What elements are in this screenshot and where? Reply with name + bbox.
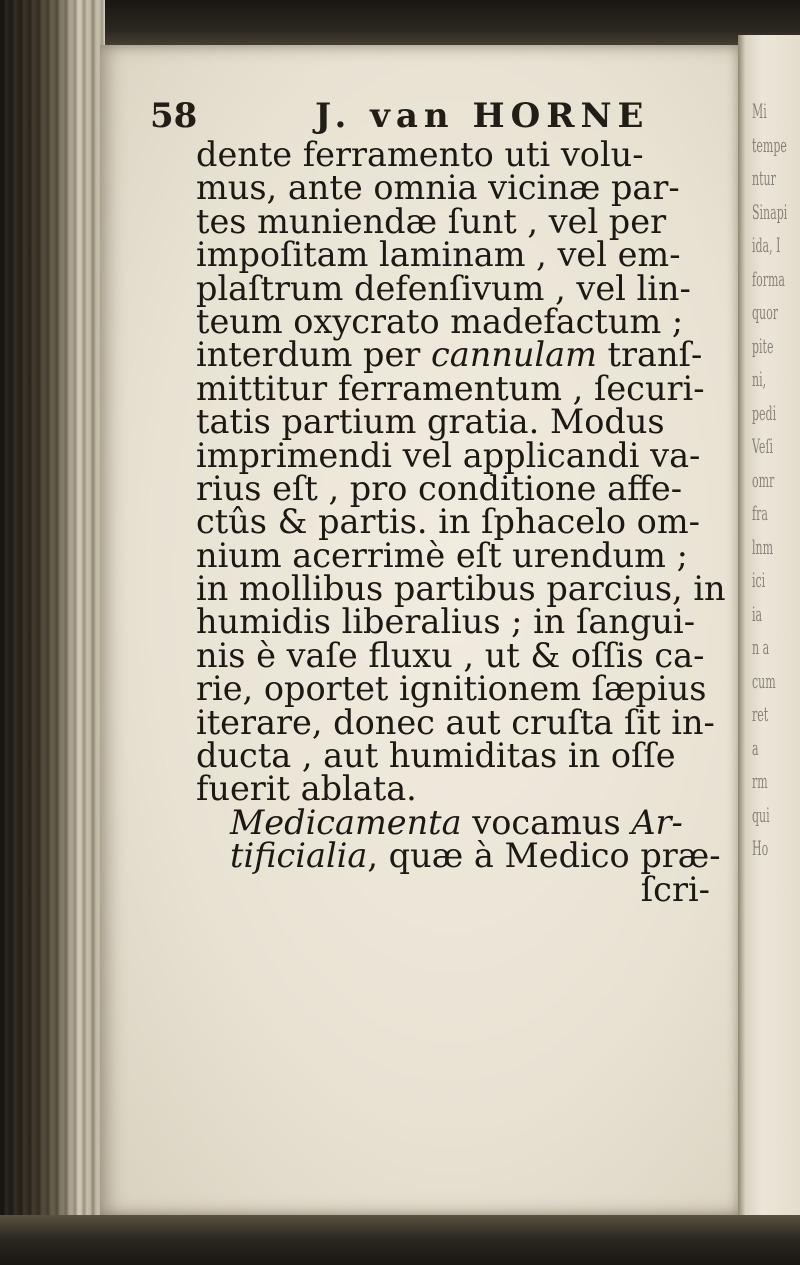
next-page-fragment: a: [752, 735, 759, 760]
next-page-fragment: ia: [752, 601, 763, 626]
next-page-fragment: rm: [752, 769, 768, 793]
next-page-fragment: Ho: [752, 836, 769, 860]
next-page-fragment: forma: [752, 266, 785, 291]
text-line: Medicamenta vocamus Ar-: [230, 802, 683, 842]
text-line: tificialia , quæ à Medico præ-: [230, 836, 721, 876]
bottom-shadow: [0, 1215, 800, 1265]
text-line: rius eſt , pro conditione affe-: [196, 468, 683, 508]
text-line: in mollibus partibus parcius, in: [196, 569, 726, 609]
next-page-fragment: ret: [752, 702, 769, 726]
text-line: tatis partium gratia. Modus: [196, 402, 665, 442]
next-page-fragment: lnm: [752, 534, 774, 559]
text-line: imprimendi vel applicandi va-: [196, 435, 701, 475]
next-page-fragment: ida, I: [752, 233, 781, 257]
next-page-fragment: Veſi: [752, 434, 774, 458]
next-page-fragment: tempe: [752, 132, 787, 157]
text-line: rie, oportet ignitionem ſæpius: [196, 669, 707, 709]
next-page-fragment: pedi: [752, 400, 777, 425]
next-page-fragment: pite: [752, 333, 774, 358]
top-shadow: [0, 0, 800, 48]
page-number: 58: [150, 96, 198, 136]
italic-term: Ar-: [631, 802, 683, 842]
text-line: tes muniendæ ſunt , vel per: [196, 201, 667, 241]
text-line: dente ferramento uti volu-: [196, 135, 644, 174]
text-line: impoſitam laminam , vel em-: [196, 235, 681, 275]
next-page-fragment: qui: [752, 802, 770, 827]
text-line: mittitur ferramentum , ſecuri-: [196, 368, 705, 408]
next-page-fragment: ntur: [752, 166, 776, 190]
next-page-fragment: n a: [752, 635, 770, 659]
next-page-fragment: ni,: [752, 367, 767, 391]
italic-term: cannulam: [430, 335, 597, 375]
next-page-fragment: Sinapi: [752, 199, 788, 224]
text-line: nium acerrimè eſt urendum ;: [196, 535, 688, 575]
text-line: humidis liberalius ; in ſangui-: [196, 602, 696, 642]
italic-term: tificialia: [230, 836, 368, 876]
text-line: mus, ante omnia vicinæ par-: [196, 168, 680, 208]
next-page-text: [752, 95, 800, 866]
next-page-fragment: cum: [752, 668, 776, 693]
next-page-fragment: ici: [752, 568, 766, 592]
italic-term: Medicamenta: [230, 802, 462, 842]
text-line: iterare, donec aut cruſta ſit in-: [196, 702, 715, 742]
next-page-fragment: fra: [752, 501, 768, 525]
text-line: teum oxycrato madefactum ;: [196, 301, 684, 341]
catchword-line: [196, 869, 736, 909]
next-page-fragment: quor: [752, 300, 779, 324]
text-line: ctûs & partis. in ſphacelo om-: [196, 502, 700, 542]
next-page-fragment: Mi: [752, 99, 767, 123]
text-line: plaſtrum defenſivum , vel lin-: [196, 268, 691, 308]
next-page-fragment: omr: [752, 467, 775, 492]
text-line: interdum per cannulam tranſ-: [196, 335, 703, 375]
body-text: [196, 135, 736, 909]
text-line: nis è vaſe fluxu , ut & oſſis ca-: [196, 635, 705, 675]
text-line: fuerit ablata.: [196, 769, 417, 809]
text-line: ducta , aut humiditas in oſſe: [196, 736, 676, 776]
book-binding: [0, 0, 105, 1265]
catchword: ſcri-: [640, 869, 710, 909]
running-head: J. van HORNE: [315, 96, 650, 136]
